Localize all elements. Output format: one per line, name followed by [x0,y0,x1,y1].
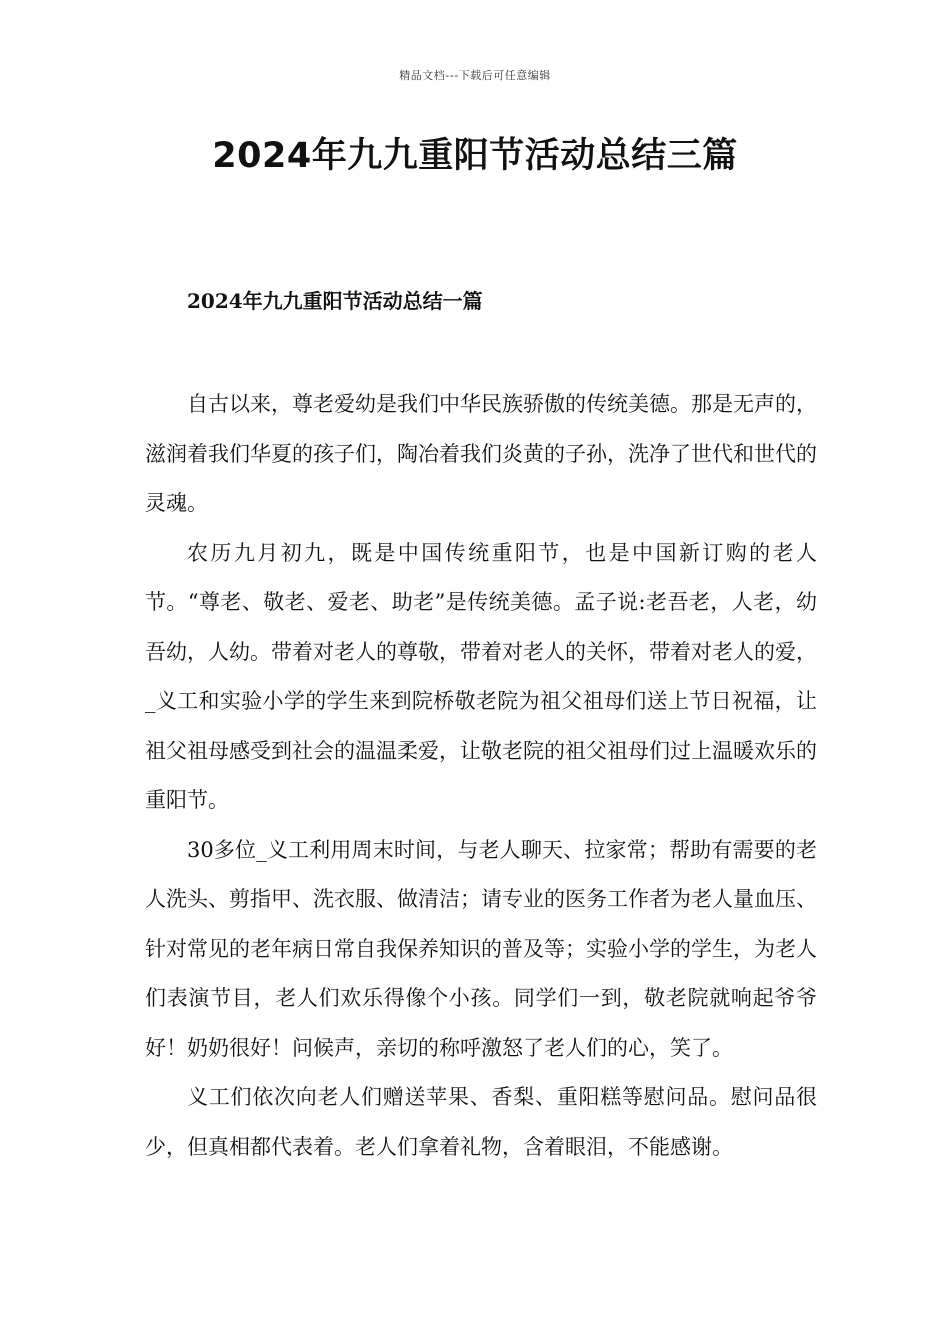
paragraph-3: 30多位_义工利用周末时间，与老人聊天、拉家常；帮助有需要的老人洗头、剪指甲、洗衣服、做清洁；请专业的医务工作者为老人量血压、针对常见的老年病日常自我保养知识的普及等；实验小学的学生，为老人们表演节目，老人们欢乐得像个小孩。同学们一到，敬老院就响起爷爷好！奶奶很好！问候声，亲切的称呼激怒了老人们的心，笑了。 [145,837,817,1060]
document-body [145,380,817,1172]
document-title: 2024年九九重阳节活动总结三篇 [212,136,738,176]
paragraph-2: 农历九月初九，既是中国传统重阳节，也是中国新订购的老人节。“尊老、敬老、爱老、助老”是传统美德。孟子说:老吾老，人老，幼吾幼，人幼。带着对老人的尊敬，带着对老人的关怀，带着对老人的爱，_义工和实验小学的学生来到院桥敬老院为祖父祖母们送上节日祝福，让祖父祖母感受到社会的温温柔爱，让敬老院的祖父祖母们过上温暖欢乐的重阳节。 [145,540,817,812]
header-note: 精品文档---下载后可任意编辑 [399,69,551,82]
paragraph-1: 自古以来，尊老爱幼是我们中华民族骄傲的传统美德。那是无声的，滋润着我们华夏的孩子们，陶冶着我们炎黄的子孙，洗净了世代和世代的灵魂。 [145,392,817,515]
section-heading: 2024年九九重阳节活动总结一篇 [187,289,483,313]
paragraph-4: 义工们依次向老人们赠送苹果、香梨、重阳糕等慰问品。慰问品很少，但真相都代表着。老人们拿着礼物，含着眼泪，不能感谢。 [145,1085,817,1159]
